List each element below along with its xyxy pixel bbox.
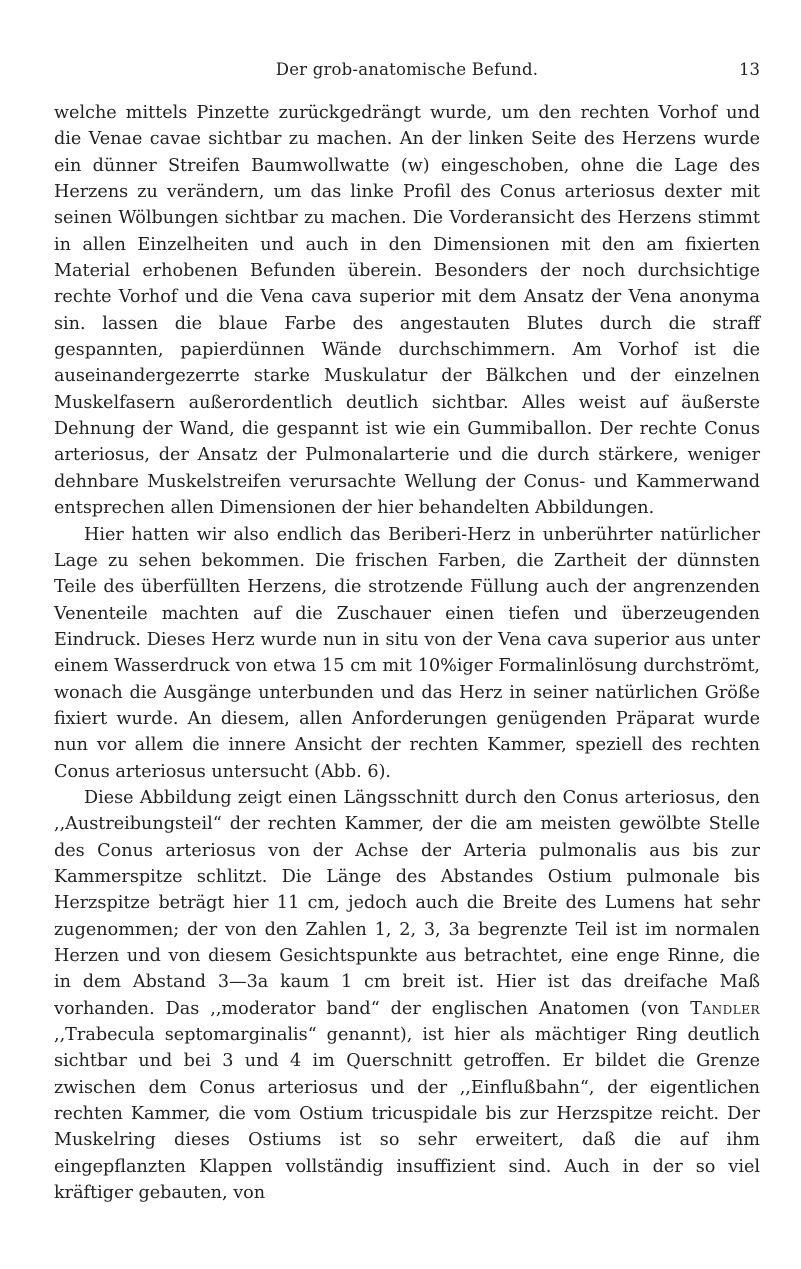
paragraph-continued: welche mittels Pinzette zurückgedrängt wurde, um den rechten Vorhof und die Venae cavae sichtbar zu machen. An der linken Seite des Herzens wurde ein dünner Streifen Baumwollwatte (w) eingeschoben, ohne die Lage des Herzens zu verändern, um das linke Profil des Conus arteriosus dexter mit seinen Wölbungen sichtbar zu machen. Die Vorderansicht des Herzens stimmt in allen Einzelheiten und auch in den Dimensionen mit den am fixierten Material erhobenen Befunden überein. Besonders der noch durchsichtige rechte Vorhof und die Vena cava superior mit dem Ansatz der Vena anonyma sin. lassen die blaue Farbe des angestauten Blutes durch die straff gespannten, papierdünnen Wände durchschimmern. Am Vorhof ist die auseinandergezerrte starke Muskulatur der Bälkchen und der einzelnen Muskelfasern außerordentlich deutlich sichtbar. Alles weist auf äußerste Dehnung der Wand, die gespannt ist wie ein Gummiballon. Der rechte Conus arteriosus, der Ansatz der Pulmonalarterie und die durch stärkere, weniger dehnbare Muskelstreifen verursachte Wellung der Conus- und Kammerwand entsprechen allen Dimensionen der hier behandelten Abbildungen. <box>54 103 760 519</box>
paragraph <box>54 785 760 1207</box>
body-text <box>54 100 760 1206</box>
paragraph-text: Diese Abbildung zeigt einen Längsschnitt durch den Conus arteriosus, den ,,Austreibungsteil“ der rechten Kammer, der die am meisten gewölbte Stelle des Conus arteriosus von der Achse der Arteria pulmonalis aus bis zur Kammerspitze schlitzt. Die Länge des Abstandes Ostium pulmonale bis Herzspitze beträgt hier 11 cm, jedoch auch die Breite des Lumens hat sehr zugenommen; der von den Zahlen 1, 2, 3, 3a begrenzte Teil ist im normalen Herzen und von diesem Gesichtspunkte aus betrachtet, eine enge Rinne, die in dem Abstand 3—3a kaum 1 cm breit ist. Hier ist das dreifache Maß vorhanden. Das ,,moderator band“ der englischen Anatomen (von <box>54 787 760 1019</box>
running-title: Der grob-anatomische Befund. <box>275 60 539 79</box>
running-head <box>54 58 760 82</box>
paragraph-text: ,,Trabecula septomarginalis“ genannt), ist hier als mächtiger Ring deutlich sichtbar und bei 3 und 4 im Querschnitt getroffen. Er bildet die Grenze zwischen dem Conus arteriosus und der ,,Einflußbahn“, der eigentlichen rechten Kammer, die vom Ostium tricuspidale bis zur Herzspitze reicht. Der Muskelring dieses Ostiums ist so sehr erweitert, daß die auf ihm eingepflanzten Klappen vollständig insuffizient sind. Auch in der so viel kräftiger gebauten, von <box>54 1025 760 1204</box>
paragraph: Hier hatten wir also endlich das Beriberi-Herz in unberührter natürlicher Lage zu sehen bekommen. Die frischen Farben, die Zartheit der dünnsten Teile des überfüllten Herzens, die strotzende Füllung auch der angrenzenden Venenteile machten auf die Zuschauer einen tiefen und überzeugenden Eindruck. Dieses Herz wurde nun in situ von der Vena cava superior aus unter einem Wasserdruck von etwa 15 cm mit 10%iger Formalinlösung durchströmt, wonach die Ausgänge unterbunden und das Herz in seiner natürlichen Größe fixiert wurde. An diesem, allen Anforderungen genügenden Präparat wurde nun vor allem die innere Ansicht der rechten Kammer, speziell des rechten Conus arteriosus untersucht (Abb. 6). <box>54 524 760 782</box>
page-number: 13 <box>739 60 760 79</box>
author-name-tandler: Tandler <box>690 998 760 1019</box>
